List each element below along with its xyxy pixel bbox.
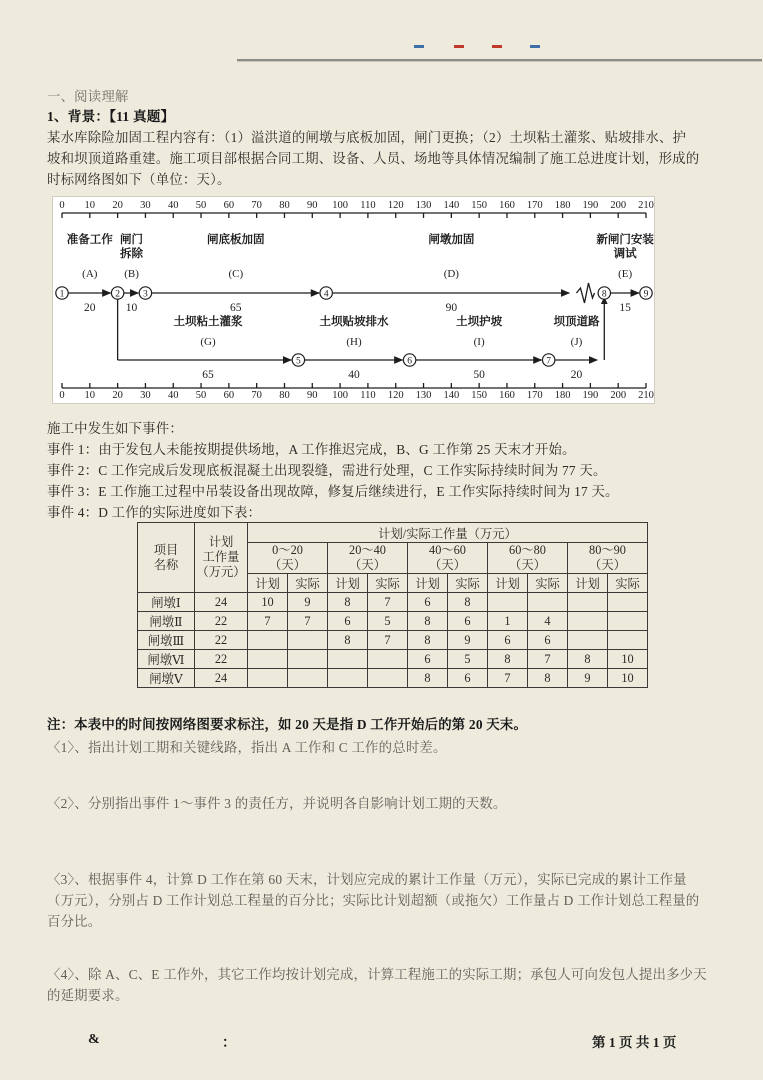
row-project-name: 闸墩Ⅰ xyxy=(138,593,195,612)
period-range: 40～60 xyxy=(429,543,466,557)
question-1: 〈1〉、指出计划工期和关键线路，指出 A 工作和 C 工作的总时差。 xyxy=(47,740,447,755)
col-header-plan-5: 计划 xyxy=(568,574,608,593)
table-head-row-1 xyxy=(138,523,648,543)
footer-page-number: 第 1 页 共 1 页 xyxy=(592,1035,677,1050)
col-header-planned-qty xyxy=(195,523,248,593)
col-header-period-2 xyxy=(328,543,408,574)
axis-tick-label: 20 xyxy=(112,390,123,401)
col-header-actual-1: 实际 xyxy=(288,574,328,593)
activity-name: 坝顶道路 xyxy=(553,316,600,328)
network-node-label: 7 xyxy=(546,356,552,367)
axis-tick-label: 60 xyxy=(223,390,235,401)
period-unit: （天） xyxy=(269,558,306,572)
row-cell-actual-4: 7 xyxy=(528,650,568,669)
question-2: 〈2〉、分别指出事件 1～事件 3 的责任方，并说明各自影响计划工期的天数。 xyxy=(47,796,507,811)
activity-code: (E) xyxy=(618,268,633,280)
event-4: 事件 4：D 工作的实际进度如下表： xyxy=(47,505,262,520)
col-header-plan-3: 计划 xyxy=(408,574,448,593)
activity-duration: 65 xyxy=(202,369,214,381)
question-3-line-1: 〈3〉、根据事件 4，计算 D 工作在第 60 天末，计划应完成的累计工作量（万元），实际已完成的累计工作量 xyxy=(47,872,687,887)
network-node-label: 5 xyxy=(296,356,301,367)
row-cell-actual-1 xyxy=(288,650,328,669)
col-header-actual-3: 实际 xyxy=(448,574,488,593)
row-cell-actual-5: 10 xyxy=(608,669,648,688)
col-header-planned-qty-l1: 计划 xyxy=(208,535,234,549)
axis-tick-label: 140 xyxy=(443,390,460,401)
row-cell-actual-3: 5 xyxy=(448,650,488,669)
activity-code: (C) xyxy=(228,268,244,280)
footer-left-mark: & xyxy=(88,1032,100,1047)
progress-table xyxy=(137,522,648,688)
axis-bottom xyxy=(59,383,654,401)
progress-table-head xyxy=(138,523,648,593)
axis-tick-label: 170 xyxy=(526,200,543,211)
row-cell-actual-2 xyxy=(368,669,408,688)
row-cell-plan-5 xyxy=(568,593,608,612)
row-project-name: 闸墩Ⅲ xyxy=(138,631,195,650)
axis-tick-label: 180 xyxy=(554,200,571,211)
network-node-label: 8 xyxy=(601,289,607,300)
row-cell-plan-2: 8 xyxy=(328,631,368,650)
axis-tick-label: 120 xyxy=(387,200,404,211)
row-project-name: 闸墩Ⅱ xyxy=(138,612,195,631)
events-intro: 施工中发生如下事件： xyxy=(47,421,183,436)
row-cell-plan-5: 8 xyxy=(568,650,608,669)
time-scaled-network-diagram xyxy=(52,196,655,404)
axis-tick-label: 50 xyxy=(195,390,207,401)
axis-tick-label: 80 xyxy=(279,390,290,401)
row-cell-actual-5 xyxy=(608,593,648,612)
col-header-project-name xyxy=(138,523,195,593)
col-header-plan-4: 计划 xyxy=(488,574,528,593)
axis-tick-label: 200 xyxy=(610,390,627,401)
network-node-label: 1 xyxy=(59,289,65,300)
table-row xyxy=(138,650,648,669)
period-unit: （天） xyxy=(429,558,466,572)
axis-tick-label: 90 xyxy=(307,390,318,401)
row-planned-qty: 24 xyxy=(195,593,248,612)
row-cell-plan-4: 1 xyxy=(488,612,528,631)
row-cell-actual-1: 7 xyxy=(288,612,328,631)
row-cell-plan-1 xyxy=(248,631,288,650)
activity-duration: 15 xyxy=(619,302,631,314)
event-2: 事件 2：C 工作完成后发现底板混凝土出现裂缝，需进行处理，C 工作实际持续时间为 77 天。 xyxy=(47,463,607,478)
axis-tick-label: 30 xyxy=(140,200,151,211)
background-line-1: 某水库除险加固工程内容有：（1）溢洪道的闸墩与底板加固，闸门更换；（2）土坝粘土灌浆、贴坡排水、护 xyxy=(47,130,687,145)
footer-mid-mark: ： xyxy=(222,1036,236,1051)
axis-tick-label: 0 xyxy=(59,390,65,401)
row-cell-plan-3: 6 xyxy=(408,593,448,612)
col-header-planned-qty-l2: 工作量 xyxy=(202,550,240,564)
col-header-period-5 xyxy=(568,543,648,574)
activity-duration: 10 xyxy=(125,302,138,314)
axis-tick-label: 20 xyxy=(112,200,123,211)
period-range: 20～40 xyxy=(349,543,386,557)
network-node-label: 9 xyxy=(643,289,649,300)
period-range: 80～90 xyxy=(589,543,626,557)
activity-code: (A) xyxy=(82,268,98,280)
col-header-project-name-l1: 项目 xyxy=(153,542,179,557)
table-note: 注：本表中的时间按网络图要求标注，如 20 天是指 D 工作开始后的第 20 天末。 xyxy=(47,717,528,732)
row-planned-qty: 24 xyxy=(195,669,248,688)
axis-tick-label: 10 xyxy=(84,200,96,211)
table-row xyxy=(138,612,648,631)
axis-tick-label: 150 xyxy=(471,200,488,211)
background-line-3: 时标网络图如下（单位：天）。 xyxy=(47,172,231,187)
row-cell-plan-5: 9 xyxy=(568,669,608,688)
activity-code: (J) xyxy=(570,336,583,348)
row-cell-plan-1: 7 xyxy=(248,612,288,631)
row-cell-actual-4 xyxy=(528,593,568,612)
header-divider xyxy=(237,59,762,62)
row-cell-plan-2 xyxy=(328,650,368,669)
row-planned-qty: 22 xyxy=(195,631,248,650)
col-header-plan-2: 计划 xyxy=(328,574,368,593)
row-cell-plan-1 xyxy=(248,650,288,669)
network-node-label: 2 xyxy=(115,289,120,300)
axis-tick-label: 100 xyxy=(332,390,348,401)
row-cell-plan-4: 8 xyxy=(488,650,528,669)
row-cell-actual-4: 8 xyxy=(528,669,568,688)
activity-duration: 20 xyxy=(84,302,96,314)
activity-duration: 65 xyxy=(230,302,242,314)
header-dash-2 xyxy=(454,45,464,48)
row-cell-actual-3: 8 xyxy=(448,593,488,612)
axis-tick-label: 130 xyxy=(415,200,432,211)
page-header xyxy=(0,0,763,80)
row-cell-actual-3: 6 xyxy=(448,669,488,688)
row-project-name: 闸墩Ⅴ xyxy=(138,669,195,688)
activity-code: (I) xyxy=(473,336,485,348)
row-cell-plan-4: 7 xyxy=(488,669,528,688)
row-cell-plan-4 xyxy=(488,593,528,612)
axis-tick-label: 10 xyxy=(84,390,96,401)
col-header-group: 计划/实际工作量（万元） xyxy=(248,523,648,543)
section-heading: 一、阅读理解 xyxy=(47,89,129,104)
network-diagram-svg xyxy=(53,197,654,403)
axis-tick-label: 190 xyxy=(582,390,599,401)
axis-tick-label: 40 xyxy=(167,390,179,401)
axis-tick-label: 60 xyxy=(223,200,235,211)
axis-tick-label: 40 xyxy=(167,200,179,211)
activity-name: 拆除 xyxy=(120,248,144,260)
period-unit: （天） xyxy=(349,558,386,572)
col-header-actual-5: 实际 xyxy=(608,574,648,593)
row-project-name: 闸墩Ⅵ xyxy=(138,650,195,669)
col-header-period-3 xyxy=(408,543,488,574)
axis-tick-label: 160 xyxy=(499,200,515,211)
axis-tick-label: 130 xyxy=(415,390,432,401)
axis-tick-label: 70 xyxy=(251,390,262,401)
row-cell-actual-2: 7 xyxy=(368,631,408,650)
axis-tick-label: 150 xyxy=(471,390,488,401)
col-header-planned-qty-l3: （万元） xyxy=(196,565,246,579)
col-header-actual-2: 实际 xyxy=(368,574,408,593)
axis-tick-label: 80 xyxy=(279,200,290,211)
col-header-period-4 xyxy=(488,543,568,574)
row-cell-actual-2 xyxy=(368,650,408,669)
row-cell-plan-3: 8 xyxy=(408,669,448,688)
row-cell-plan-5 xyxy=(568,612,608,631)
axis-tick-label: 110 xyxy=(360,200,376,211)
period-unit: （天） xyxy=(509,558,546,572)
activity-name: 闸底板加固 xyxy=(207,234,265,246)
axis-tick-label: 30 xyxy=(140,390,151,401)
activity-duration: 40 xyxy=(348,369,360,381)
period-range: 0～20 xyxy=(272,543,303,557)
axis-tick-label: 110 xyxy=(360,390,376,401)
axis-tick-label: 100 xyxy=(332,200,348,211)
activity-name: 土坝贴坡排水 xyxy=(319,316,389,328)
row-cell-plan-1: 10 xyxy=(248,593,288,612)
activity-duration: 50 xyxy=(473,369,485,381)
axis-tick-label: 160 xyxy=(499,390,515,401)
row-cell-plan-3: 6 xyxy=(408,650,448,669)
question-title: 1、背景：【11 真题】 xyxy=(47,109,175,124)
table-row xyxy=(138,593,648,612)
event-3: 事件 3：E 工作施工过程中吊装设备出现故障，修复后继续进行，E 工作实际持续时间为 17 天。 xyxy=(47,484,619,499)
row-cell-actual-1 xyxy=(288,631,328,650)
table-row xyxy=(138,669,648,688)
question-4-line-2: 的延期要求。 xyxy=(47,988,129,1003)
activity-name: 土坝粘土灌浆 xyxy=(173,316,243,328)
axis-tick-label: 50 xyxy=(195,200,207,211)
row-cell-actual-1: 9 xyxy=(288,593,328,612)
axis-tick-label: 0 xyxy=(59,200,65,211)
col-header-period-1 xyxy=(248,543,328,574)
activity-code: (H) xyxy=(346,336,362,348)
row-cell-actual-5 xyxy=(608,631,648,650)
row-cell-plan-3: 8 xyxy=(408,631,448,650)
table-row xyxy=(138,631,648,650)
period-range: 60～80 xyxy=(509,543,546,557)
event-1: 事件 1：由于发包人未能按期提供场地，A 工作推迟完成，B、G 工作第 25 天末才开始。 xyxy=(47,442,576,457)
row-cell-plan-5 xyxy=(568,631,608,650)
network-node-label: 6 xyxy=(407,356,412,367)
axis-tick-label: 210 xyxy=(638,390,654,401)
header-dash-3 xyxy=(492,45,502,48)
row-cell-actual-3: 9 xyxy=(448,631,488,650)
row-cell-actual-1 xyxy=(288,669,328,688)
axis-tick-label: 120 xyxy=(387,390,404,401)
col-header-plan-1: 计划 xyxy=(248,574,288,593)
progress-table-body xyxy=(138,593,648,688)
activity-name: 新闸门安装 xyxy=(596,234,654,246)
activity-name: 准备工作 xyxy=(66,234,113,246)
row-cell-plan-2: 8 xyxy=(328,593,368,612)
activity-name: 闸门 xyxy=(120,234,144,246)
row-cell-actual-3: 6 xyxy=(448,612,488,631)
row-planned-qty: 22 xyxy=(195,612,248,631)
row-cell-plan-2: 6 xyxy=(328,612,368,631)
row-planned-qty: 22 xyxy=(195,650,248,669)
activity-name: 调试 xyxy=(613,248,637,260)
period-unit: （天） xyxy=(589,558,626,572)
col-header-project-name-l2: 名称 xyxy=(153,557,179,572)
activity-duration: 20 xyxy=(570,369,583,381)
network-node-label: 4 xyxy=(323,289,329,300)
diagram-body xyxy=(56,232,654,381)
axis-tick-label: 200 xyxy=(610,200,627,211)
free-float-zigzag xyxy=(576,283,594,303)
axis-tick-label: 210 xyxy=(638,200,654,211)
row-cell-actual-4: 6 xyxy=(528,631,568,650)
row-cell-plan-1 xyxy=(248,669,288,688)
row-cell-actual-2: 5 xyxy=(368,612,408,631)
activity-code: (D) xyxy=(443,268,459,280)
row-cell-actual-5: 10 xyxy=(608,650,648,669)
axis-tick-label: 180 xyxy=(554,390,571,401)
axis-tick-label: 70 xyxy=(251,200,262,211)
row-cell-plan-3: 8 xyxy=(408,612,448,631)
axis-tick-label: 190 xyxy=(582,200,599,211)
activity-code: (G) xyxy=(200,336,216,348)
question-4-line-1: 〈4〉、除 A、C、E 工作外，其它工作均按计划完成，计算工程施工的实际工期；承包人可向发包人提出多少天 xyxy=(47,967,707,982)
activity-name: 闸墩加固 xyxy=(428,234,475,246)
question-3-line-2: （万元），分别占 D 工作计划总工程量的百分比；实际比计划超额（或拖欠）工作量占 D 工作计划总工程量的 xyxy=(47,893,700,908)
row-cell-plan-4: 6 xyxy=(488,631,528,650)
background-line-2: 坡和坝顶道路重建。施工项目部根据合同工期、设备、人员、场地等具体情况编制了施工总进度计划，形成的 xyxy=(47,151,700,166)
axis-tick-label: 90 xyxy=(307,200,318,211)
axis-top xyxy=(59,200,654,218)
axis-tick-label: 170 xyxy=(526,390,543,401)
row-cell-actual-4: 4 xyxy=(528,612,568,631)
network-node-label: 3 xyxy=(143,289,148,300)
row-cell-actual-2: 7 xyxy=(368,593,408,612)
activity-name: 土坝护坡 xyxy=(456,316,503,328)
row-cell-actual-5 xyxy=(608,612,648,631)
activity-duration: 90 xyxy=(445,302,458,314)
axis-tick-label: 140 xyxy=(443,200,460,211)
header-dash-4 xyxy=(530,45,540,48)
header-dash-1 xyxy=(414,45,424,48)
activity-code: (B) xyxy=(124,268,139,280)
row-cell-plan-2 xyxy=(328,669,368,688)
header-dash-marks xyxy=(414,43,544,51)
question-3-line-3: 百分比。 xyxy=(47,914,102,929)
col-header-actual-4: 实际 xyxy=(528,574,568,593)
